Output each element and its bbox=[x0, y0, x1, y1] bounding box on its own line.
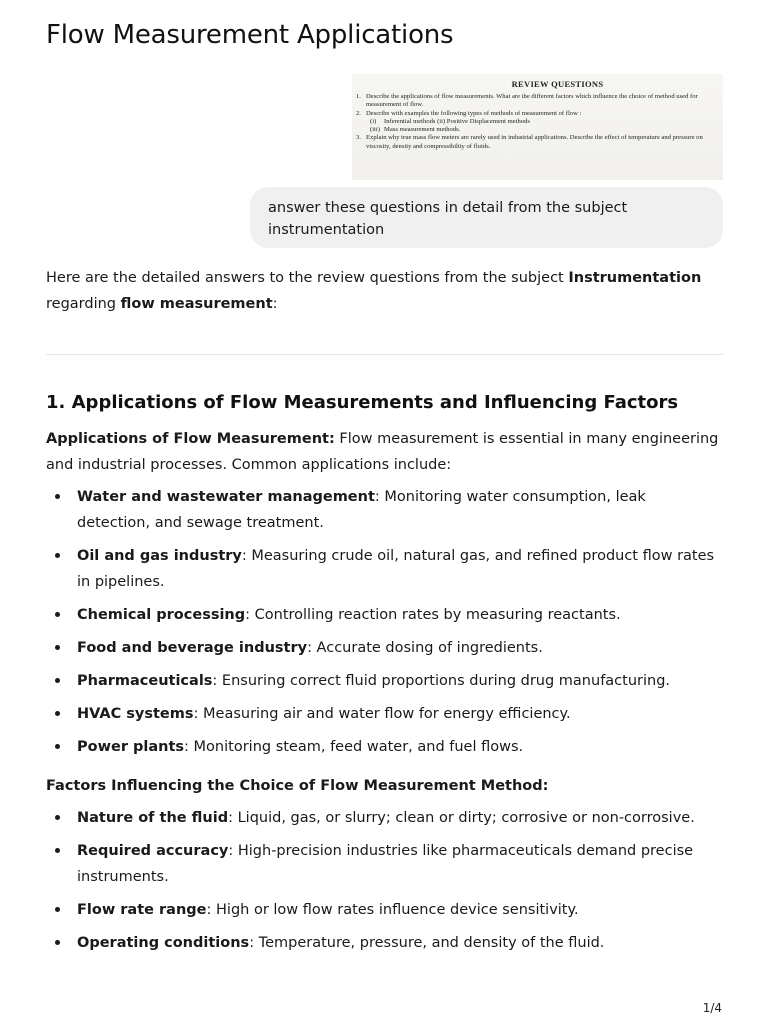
section-heading: 1. Applications of Flow Measurements and Influencing Factors bbox=[46, 392, 679, 413]
list-item: Flow rate range: High or low flow rates influence device sensitivity. bbox=[46, 897, 723, 923]
list-item: HVAC systems: Measuring air and water flow for energy efficiency. bbox=[46, 701, 723, 727]
applications-paragraph: Applications of Flow Measurement: Flow measurement is essential in many engineering and industrial processes. Common applications include: bbox=[46, 431, 719, 473]
factors-list bbox=[46, 805, 723, 963]
list-item: Pharmaceuticals: Ensuring correct fluid proportions during drug manufacturing. bbox=[46, 668, 723, 694]
attachment-question-list bbox=[356, 93, 723, 151]
list-item: Food and beverage industry: Accurate dosing of ingredients. bbox=[46, 635, 723, 661]
page-title: Flow Measurement Applications bbox=[46, 20, 454, 50]
list-item: Required accuracy: High-precision industries like pharmaceuticals demand precise instruments. bbox=[46, 838, 723, 890]
attachment-item: 3. Explain why true mass flow meters are rarely used in industrial applications. Describe the effect of temperature and pressure on viscosity, density and compressibility of fluids. bbox=[356, 134, 703, 150]
attachment-subitem: (iii) Mass measurement methods. bbox=[370, 126, 461, 134]
list-item: Chemical processing: Controlling reaction rates by measuring reactants. bbox=[46, 602, 723, 628]
attachment-subitem: (i) Inferential methods (ii) Positive Displacement methods bbox=[370, 117, 530, 125]
list-item: Nature of the fluid: Liquid, gas, or slurry; clean or dirty; corrosive or non-corrosive. bbox=[46, 805, 723, 831]
intro-paragraph: Here are the detailed answers to the review questions from the subject Instrumentation regarding flow measurement: bbox=[46, 270, 702, 312]
attachment-heading: REVIEW QUESTIONS bbox=[511, 79, 604, 89]
factors-heading: Factors Influencing the Choice of Flow Measurement Method: bbox=[46, 778, 549, 794]
page-number: 1/4 bbox=[702, 1001, 722, 1015]
applications-list bbox=[46, 484, 723, 767]
list-item: Operating conditions: Temperature, pressure, and density of the fluid. bbox=[46, 930, 723, 956]
attachment-item: 1. Describe the applications of flow measurements. What are the different factors which influence the choice of method used for measurement of flow. bbox=[356, 93, 698, 109]
attachment-item: 2. Describe with examples the following types of methods of measurement of flow : bbox=[356, 109, 582, 117]
list-item: Power plants: Monitoring steam, feed water, and fuel flows. bbox=[46, 734, 723, 760]
attached-question-image bbox=[352, 74, 723, 180]
list-item: Water and wastewater management: Monitoring water consumption, leak detection, and sewage treatment. bbox=[46, 484, 723, 536]
user-message-bubble: answer these questions in detail from the subject instrumentation bbox=[250, 187, 723, 248]
list-item: Oil and gas industry: Measuring crude oil, natural gas, and refined product flow rates in pipelines. bbox=[46, 543, 723, 595]
divider bbox=[46, 354, 723, 355]
